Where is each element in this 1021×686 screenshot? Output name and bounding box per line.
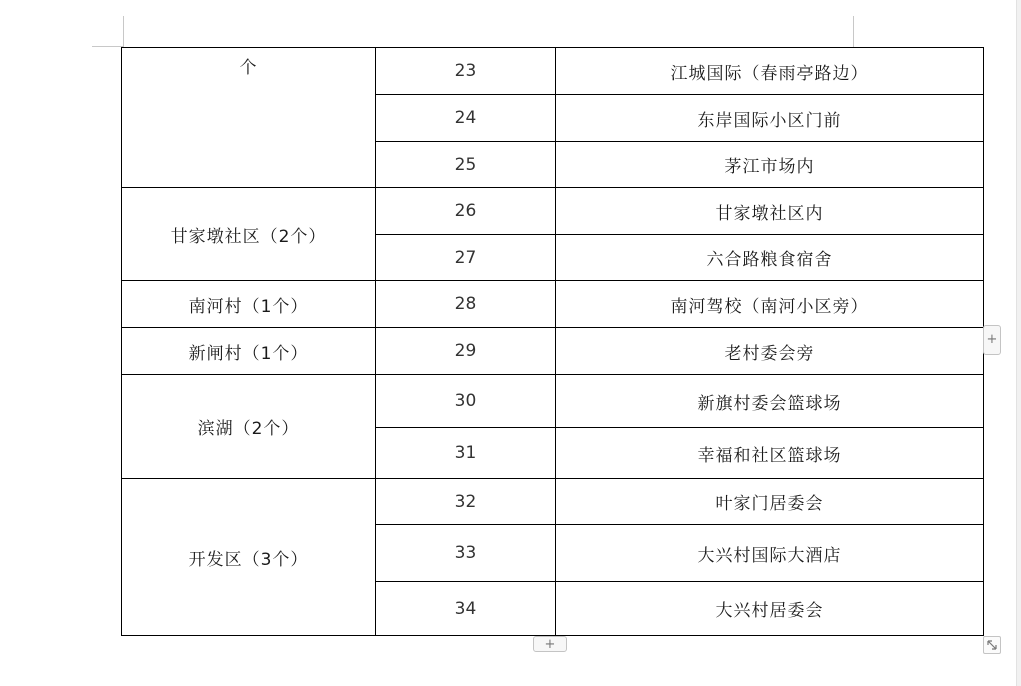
number-cell[interactable]: 31	[376, 428, 556, 479]
location-cell[interactable]: 江城国际（春雨亭路边）	[556, 48, 984, 95]
location-cell[interactable]: 大兴村国际大酒店	[556, 525, 984, 582]
margin-guide-left	[123, 16, 124, 47]
location-table	[121, 47, 984, 636]
number-cell[interactable]: 33	[376, 525, 556, 582]
add-row-button[interactable]: +	[533, 636, 567, 652]
scrollbar-track[interactable]	[1016, 0, 1021, 686]
table-row	[122, 328, 984, 375]
location-cell[interactable]: 新旗村委会篮球场	[556, 375, 984, 428]
group-cell[interactable]: 滨湖（2个）	[122, 375, 376, 479]
location-cell[interactable]: 南河驾校（南河小区旁）	[556, 281, 984, 328]
location-cell[interactable]: 茅江市场内	[556, 142, 984, 188]
table-row	[122, 375, 984, 428]
number-cell[interactable]: 24	[376, 95, 556, 142]
number-cell[interactable]: 27	[376, 235, 556, 281]
location-cell[interactable]: 叶家门居委会	[556, 479, 984, 525]
number-cell[interactable]: 25	[376, 142, 556, 188]
table-row	[122, 281, 984, 328]
location-cell[interactable]: 甘家墩社区内	[556, 188, 984, 235]
location-cell[interactable]: 老村委会旁	[556, 328, 984, 375]
number-cell[interactable]: 23	[376, 48, 556, 95]
number-cell[interactable]: 30	[376, 375, 556, 428]
group-cell[interactable]: 南河村（1个）	[122, 281, 376, 328]
location-cell[interactable]: 东岸国际小区门前	[556, 95, 984, 142]
table-row	[122, 479, 984, 525]
location-cell[interactable]: 大兴村居委会	[556, 582, 984, 636]
group-cell[interactable]: 甘家墩社区（2个）	[122, 188, 376, 281]
add-column-button[interactable]: +	[983, 325, 1001, 355]
margin-guide-top	[92, 46, 123, 47]
group-cell[interactable]: 新闸村（1个）	[122, 328, 376, 375]
number-cell[interactable]: 29	[376, 328, 556, 375]
location-cell[interactable]: 六合路粮食宿舍	[556, 235, 984, 281]
margin-guide-right	[853, 16, 854, 47]
group-cell[interactable]: 开发区（3个）	[122, 479, 376, 636]
number-cell[interactable]: 32	[376, 479, 556, 525]
number-cell[interactable]: 26	[376, 188, 556, 235]
table-row	[122, 188, 984, 235]
location-cell[interactable]: 幸福和社区篮球场	[556, 428, 984, 479]
number-cell[interactable]: 28	[376, 281, 556, 328]
group-label: 个	[239, 58, 258, 78]
group-cell[interactable]	[122, 48, 376, 188]
table-resize-icon[interactable]	[983, 636, 1001, 654]
number-cell[interactable]: 34	[376, 582, 556, 636]
table-row	[122, 48, 984, 95]
